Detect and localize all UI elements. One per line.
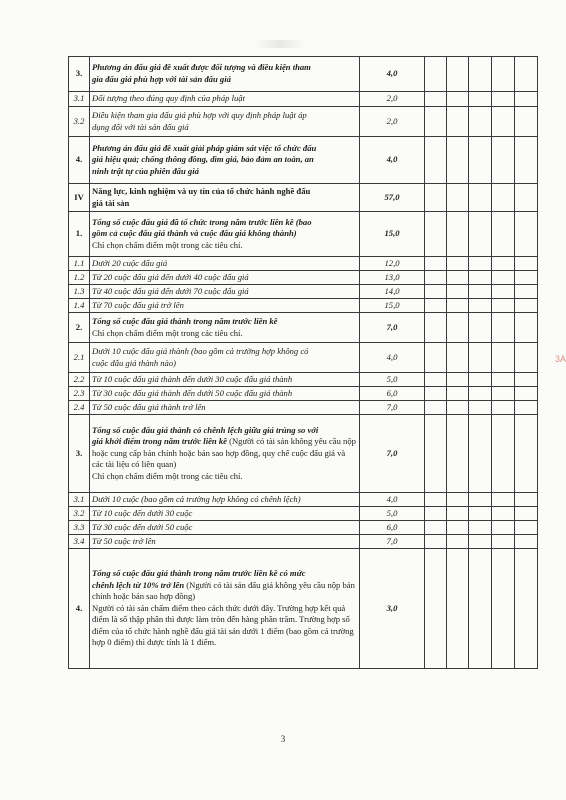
criterion-line: Đối tượng theo đúng quy định của pháp luật [92, 93, 245, 104]
score-cell [515, 137, 538, 184]
criterion-text [90, 521, 360, 535]
score-cell [492, 521, 515, 535]
table-row [69, 535, 538, 549]
max-points: 4,0 [360, 137, 425, 184]
criterion-text [90, 92, 360, 107]
score-cell [425, 313, 447, 343]
criterion-line: gồm cả cuộc đấu giá thành và cuộc đấu giá không thành) [92, 228, 297, 239]
criterion-text [90, 212, 360, 257]
criterion-text [90, 535, 360, 549]
score-cell [515, 57, 538, 92]
criterion-line: Từ 70 cuộc đấu giá trở lên [92, 299, 184, 310]
criterion-instruction: Chỉ chọn chấm điểm một trong các tiêu chí. [92, 327, 243, 338]
criterion-text [90, 549, 360, 669]
criterion-note: (Người có tài sản đấu giá không yêu cầu nộp bản chính hoặc bản sao hợp đồng) [92, 579, 355, 602]
score-cell [469, 92, 492, 107]
criterion-text [90, 507, 360, 521]
criterion-line: Từ 10 cuộc đến dưới 30 cuộc [92, 507, 193, 518]
table-row [69, 107, 538, 137]
score-cell [492, 343, 515, 373]
criterion-line: dụng đối với tài sản đấu giá [92, 121, 189, 132]
score-cell [492, 535, 515, 549]
score-cell [515, 107, 538, 137]
table-row [69, 271, 538, 285]
criterion-text [90, 401, 360, 415]
criterion-text [90, 373, 360, 387]
score-cell [515, 271, 538, 285]
criterion-text [90, 493, 360, 507]
criterion-line: Từ 20 cuộc đấu giá đến dưới 40 cuộc đấu giá [92, 271, 249, 282]
score-cell [469, 57, 492, 92]
criterion-note: (Người có tài sản không yêu cầu nộp hoặc cung cấp bản chính hoặc bản sao hợp đồng, quy chế cuộc đấu giá và các tài liệu có liên quan) [92, 436, 356, 470]
criterion-line: Năng lực, kinh nghiệm và uy tín của tổ chức hành nghề đấu [92, 185, 311, 196]
row-number: 2.3 [69, 387, 90, 401]
score-cell [425, 401, 447, 415]
score-cell [425, 107, 447, 137]
criterion-line: ninh trật tự của phiên đấu giá [92, 165, 199, 176]
criterion-text [90, 271, 360, 285]
score-cell [447, 535, 469, 549]
criterion-line: Tổng số cuộc đấu giá thành trong năm trước liền kề có mức [92, 567, 306, 578]
criterion-line: Từ 40 cuộc đấu giá đến dưới 70 cuộc đấu giá [92, 285, 249, 296]
score-cell [447, 415, 469, 493]
criterion-line: Dưới 10 cuộc (bao gồm cả trường hợp không có chênh lệch) [92, 493, 301, 504]
score-cell [469, 137, 492, 184]
score-cell [492, 387, 515, 401]
max-points: 15,0 [360, 212, 425, 257]
criterion-line: Dưới 20 cuộc đấu giá [92, 257, 168, 268]
score-cell [492, 493, 515, 507]
score-cell [447, 184, 469, 212]
table-row [69, 387, 538, 401]
row-number: IV [69, 184, 90, 212]
max-points: 6,0 [360, 521, 425, 535]
table-row [69, 401, 538, 415]
score-cell [425, 285, 447, 299]
criterion-line: gia đấu giá phù hợp với tài sản đấu giá [92, 74, 231, 84]
score-cell [515, 285, 538, 299]
criterion-text [90, 184, 360, 212]
max-points: 6,0 [360, 387, 425, 401]
table-row [69, 257, 538, 271]
score-cell [447, 57, 469, 92]
criterion-line: Dưới 10 cuộc đấu giá thành (bao gồm cả trường hợp không có [92, 345, 309, 356]
score-cell [515, 313, 538, 343]
criterion-instruction: Người có tài sản chấm điểm theo cách thức dưới đây. Trường hợp kết quả điểm là số thập phân thì được làm tròn đến hàng phần trăm. Trường hợp số điểm của tổ chức hành nghề đấu giá tài sản dưới 1 điểm (bao gồm cả trường hợp 0 điểm) thì được tính là 1 điểm. [92, 602, 354, 648]
max-points: 7,0 [360, 313, 425, 343]
max-points: 12,0 [360, 257, 425, 271]
criterion-instruction: Chỉ chọn chấm điểm một trong các tiêu chí. [92, 239, 243, 250]
faint-header-mark [255, 40, 305, 48]
score-cell [447, 92, 469, 107]
score-cell [447, 212, 469, 257]
criterion-text [90, 387, 360, 401]
score-cell [492, 92, 515, 107]
criterion-line: Từ 30 cuộc đến dưới 50 cuộc [92, 521, 193, 532]
score-cell [425, 493, 447, 507]
score-cell [515, 387, 538, 401]
score-cell [425, 373, 447, 387]
table-row [69, 299, 538, 313]
criterion-line: Tổng số cuộc đấu giá đã tổ chức trong năm trước liền kề (bao [92, 216, 312, 227]
criterion-line: chênh lệch từ 10% trở lên [92, 579, 185, 590]
row-number: 1.1 [69, 257, 90, 271]
score-cell [492, 507, 515, 521]
row-number: 2. [69, 313, 90, 343]
criterion-line: Tổng số cuộc đấu giá thành có chênh lệch giữa giá trúng so với [92, 424, 319, 435]
score-cell [515, 549, 538, 669]
row-number: 4. [69, 549, 90, 669]
criterion-line: cuộc đấu giá thành nào) [92, 357, 177, 368]
score-cell [492, 257, 515, 271]
score-cell [447, 313, 469, 343]
score-cell [447, 401, 469, 415]
row-number: 3. [69, 415, 90, 493]
max-points: 5,0 [360, 373, 425, 387]
row-number: 3.2 [69, 507, 90, 521]
score-cell [425, 271, 447, 285]
score-cell [469, 285, 492, 299]
score-cell [492, 184, 515, 212]
row-number: 1.4 [69, 299, 90, 313]
score-cell [469, 184, 492, 212]
score-cell [515, 521, 538, 535]
criterion-text [90, 137, 360, 184]
row-number: 1.3 [69, 285, 90, 299]
max-points: 7,0 [360, 415, 425, 493]
criterion-text [90, 107, 360, 137]
criterion-line: Tổng số cuộc đấu giá thành trong năm trước liền kề [92, 315, 278, 326]
score-cell [447, 107, 469, 137]
criterion-text [90, 299, 360, 313]
score-cell [469, 535, 492, 549]
row-number: 2.1 [69, 343, 90, 373]
score-cell [425, 549, 447, 669]
row-number: 1. [69, 212, 90, 257]
criterion-line: giá hiệu quả; chống thông đồng, dìm giá, bảo đảm an toàn, an [92, 154, 314, 165]
criterion-line: Phương án đấu giá đề xuất được đối tượng và điều kiện tham [92, 62, 311, 73]
max-points: 3,0 [360, 549, 425, 669]
criterion-text [90, 343, 360, 373]
score-cell [492, 549, 515, 669]
score-cell [515, 257, 538, 271]
row-number: 3.1 [69, 92, 90, 107]
max-points: 4,0 [360, 493, 425, 507]
score-cell [469, 212, 492, 257]
row-number: 2.2 [69, 373, 90, 387]
max-points: 14,0 [360, 285, 425, 299]
score-cell [469, 299, 492, 313]
max-points: 7,0 [360, 535, 425, 549]
score-cell [469, 387, 492, 401]
score-cell [515, 373, 538, 387]
criterion-line: Từ 50 cuộc đấu giá thành trở lên [92, 401, 206, 412]
row-number: 1.2 [69, 271, 90, 285]
criterion-text [90, 257, 360, 271]
score-cell [492, 57, 515, 92]
score-cell [469, 343, 492, 373]
score-cell [425, 387, 447, 401]
criteria-rows [69, 57, 538, 669]
score-cell [425, 507, 447, 521]
max-points: 5,0 [360, 507, 425, 521]
score-cell [492, 415, 515, 493]
score-cell [515, 343, 538, 373]
score-cell [515, 184, 538, 212]
score-cell [469, 271, 492, 285]
table-row [69, 493, 538, 507]
criterion-text [90, 415, 360, 493]
table-row [69, 507, 538, 521]
score-cell [469, 373, 492, 387]
score-cell [447, 493, 469, 507]
score-cell [447, 299, 469, 313]
row-number: 4. [69, 137, 90, 184]
criterion-text [90, 313, 360, 343]
row-number: 2.4 [69, 401, 90, 415]
max-points: 2,0 [360, 92, 425, 107]
score-cell [492, 271, 515, 285]
table-row [69, 343, 538, 373]
score-cell [469, 401, 492, 415]
criterion-line: giá tài sản [92, 197, 130, 208]
score-cell [425, 137, 447, 184]
score-cell [425, 57, 447, 92]
criterion-line: Điều kiện tham gia đấu giá phù hợp với quy định pháp luật áp [92, 109, 307, 120]
max-points: 15,0 [360, 299, 425, 313]
score-cell [425, 299, 447, 313]
table-row [69, 521, 538, 535]
score-cell [515, 401, 538, 415]
score-cell [469, 415, 492, 493]
table-row [69, 212, 538, 257]
max-points: 4,0 [360, 343, 425, 373]
max-points: 57,0 [360, 184, 425, 212]
score-cell [492, 299, 515, 313]
score-cell [492, 212, 515, 257]
score-cell [469, 493, 492, 507]
score-cell [469, 507, 492, 521]
score-cell [469, 521, 492, 535]
score-cell [447, 257, 469, 271]
score-cell [492, 107, 515, 137]
score-cell [492, 373, 515, 387]
score-cell [515, 535, 538, 549]
score-cell [447, 285, 469, 299]
score-cell [515, 299, 538, 313]
score-cell [492, 137, 515, 184]
score-cell [469, 313, 492, 343]
score-cell [425, 343, 447, 373]
row-number: 3. [69, 57, 90, 92]
score-cell [425, 212, 447, 257]
score-cell [515, 92, 538, 107]
criterion-line: Từ 10 cuộc đấu giá thành đến dưới 30 cuộc đấu giá thành [92, 373, 293, 384]
score-cell [515, 507, 538, 521]
max-points: 7,0 [360, 401, 425, 415]
score-cell [492, 285, 515, 299]
score-cell [447, 507, 469, 521]
score-cell [492, 401, 515, 415]
table-row [69, 285, 538, 299]
score-cell [447, 343, 469, 373]
table-row [69, 137, 538, 184]
row-number: 3.2 [69, 107, 90, 137]
row-number: 3.1 [69, 493, 90, 507]
table-row [69, 549, 538, 669]
score-cell [447, 137, 469, 184]
score-cell [425, 184, 447, 212]
score-cell [515, 493, 538, 507]
score-cell [425, 521, 447, 535]
score-cell [515, 415, 538, 493]
score-cell [425, 415, 447, 493]
table-row [69, 373, 538, 387]
criterion-line: Từ 30 cuộc đấu giá thành đến dưới 50 cuộc đấu giá thành [92, 387, 293, 398]
score-cell [447, 373, 469, 387]
score-cell [425, 257, 447, 271]
max-points: 2,0 [360, 107, 425, 137]
score-cell [425, 535, 447, 549]
score-cell [469, 549, 492, 669]
table-row [69, 415, 538, 493]
score-cell [447, 521, 469, 535]
page-number: 3 [280, 734, 286, 744]
criterion-line: Từ 50 cuộc trở lên [92, 535, 156, 546]
score-cell [447, 549, 469, 669]
score-cell [469, 107, 492, 137]
row-number: 3.3 [69, 521, 90, 535]
criterion-line: Phương án đấu giá đề xuất giải pháp giám sát việc tổ chức đấu [92, 142, 317, 153]
criterion-line: giá khởi điểm trong năm trước liền kề [92, 436, 227, 447]
table-row [69, 57, 538, 92]
score-cell [425, 92, 447, 107]
score-cell [515, 212, 538, 257]
score-cell [492, 313, 515, 343]
max-points: 13,0 [360, 271, 425, 285]
max-points: 4,0 [360, 57, 425, 92]
side-stamp-mark: 3A [554, 354, 566, 364]
table-row [69, 184, 538, 212]
score-cell [469, 257, 492, 271]
row-number: 3.4 [69, 535, 90, 549]
table-row [69, 92, 538, 107]
criteria-table [68, 56, 538, 669]
table-row [69, 313, 538, 343]
score-cell [447, 387, 469, 401]
criterion-instruction: Chỉ chọn chấm điểm một trong các tiêu chí. [92, 470, 243, 481]
criterion-text [90, 285, 360, 299]
criterion-text [90, 57, 360, 92]
score-cell [447, 271, 469, 285]
